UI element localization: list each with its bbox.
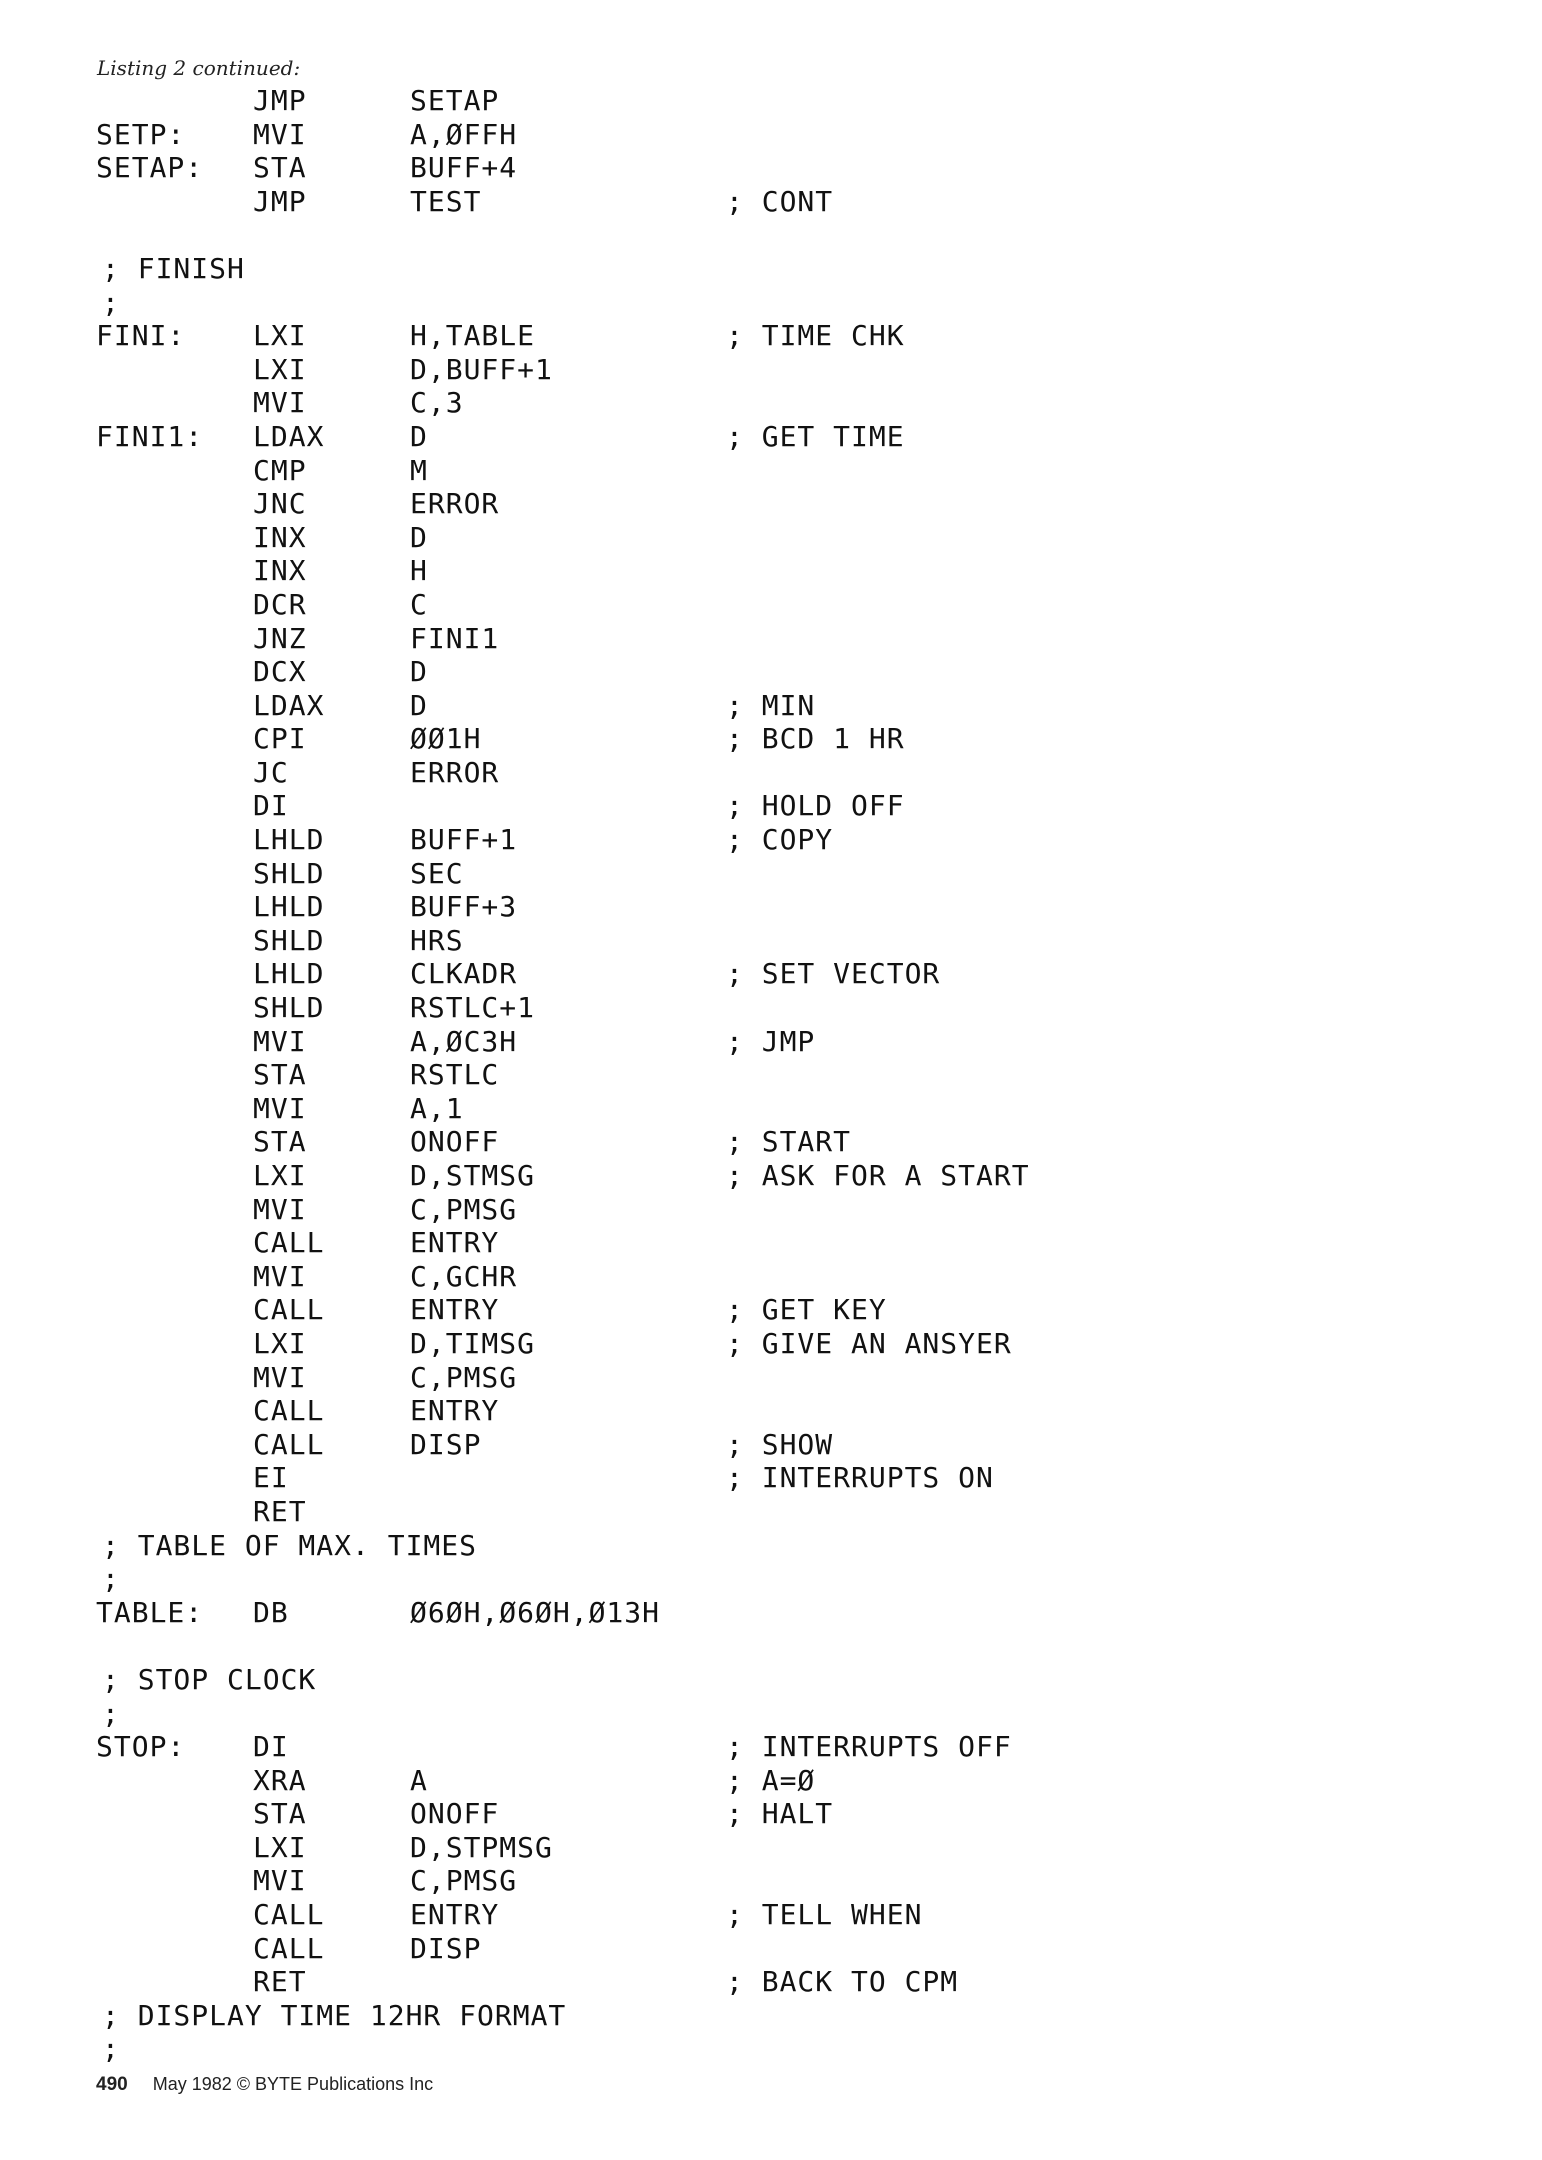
line-opcode: JMP: [253, 84, 307, 117]
line-opcode: DI: [253, 789, 289, 823]
line-comment: ; CONT: [726, 184, 834, 218]
line-operand: D,BUFF+1: [410, 352, 553, 386]
line-opcode: MVI: [253, 117, 307, 151]
footer-credit: May 1982 © BYTE Publications Inc: [152, 2074, 434, 2094]
code-line: [96, 1898, 1276, 1932]
line-opcode: MVI: [253, 1091, 307, 1125]
code-line: [96, 1965, 1276, 1999]
line-opcode: RET: [253, 1965, 307, 1999]
line-label: STOP:: [96, 1730, 186, 1764]
code-line: [96, 151, 1276, 185]
line-opcode: CALL: [253, 1226, 325, 1260]
code-line: [96, 689, 1276, 723]
line-operand: D: [410, 419, 428, 453]
line-comment: ; SET VECTOR: [726, 957, 941, 991]
line-opcode: INX: [253, 554, 307, 588]
line-comment: ; START: [726, 1125, 852, 1159]
line-operand: ERROR: [410, 487, 500, 521]
line-comment: ; MIN: [726, 688, 816, 722]
line-opcode: CPI: [253, 722, 307, 756]
line-operand: CLKADR: [410, 957, 518, 991]
line-comment: ; JMP: [726, 1024, 816, 1058]
code-line: [96, 1932, 1276, 1966]
code-line: [96, 1226, 1276, 1260]
line-opcode: LHLD: [253, 890, 325, 924]
code-line: [96, 1092, 1276, 1126]
line-comment: ; ASK FOR A START: [726, 1159, 1030, 1192]
line-operand: C,PMSG: [410, 1192, 518, 1226]
line-comment: ; INTERRUPTS OFF: [726, 1730, 1012, 1764]
line-opcode: LXI: [253, 319, 307, 353]
line-operand: ENTRY: [410, 1898, 500, 1932]
line-operand: SETAP: [410, 84, 500, 117]
line-operand: ONOFF: [410, 1125, 500, 1159]
code-line: [96, 386, 1276, 420]
line-opcode: MVI: [253, 386, 307, 420]
line-opcode: MVI: [253, 1024, 307, 1058]
code-line: [96, 454, 1276, 488]
code-line: [96, 722, 1276, 756]
line-opcode: LXI: [253, 1326, 307, 1360]
line-operand: C,PMSG: [410, 1360, 518, 1394]
line-operand: D,STMSG: [410, 1159, 536, 1192]
line-opcode: CALL: [253, 1898, 325, 1932]
line-operand: ERROR: [410, 755, 500, 789]
line-opcode: LHLD: [253, 957, 325, 991]
line-opcode: STA: [253, 1125, 307, 1159]
code-line: [96, 890, 1276, 924]
code-line: [96, 252, 1276, 286]
code-line: [96, 1361, 1276, 1395]
line-operand: D: [410, 688, 428, 722]
code-line: [96, 1999, 1276, 2033]
line-comment: ; GET KEY: [726, 1293, 887, 1327]
code-line: [96, 1730, 1276, 1764]
code-line: [96, 1596, 1276, 1630]
page-footer: [96, 2074, 433, 2096]
line-opcode: JC: [253, 755, 289, 789]
line-operand: D: [410, 520, 428, 554]
line-comment: ; GIVE AN ANSYER: [726, 1326, 1012, 1360]
code-line: [96, 1864, 1276, 1898]
line-operand: TEST: [410, 184, 482, 218]
comment-line: ;: [102, 1696, 120, 1730]
code-line: [96, 554, 1276, 588]
line-operand: RSTLC: [410, 1058, 500, 1092]
line-operand: D,TIMSG: [410, 1326, 536, 1360]
listing-caption: Listing 2 continued:: [97, 56, 301, 80]
line-operand: ONOFF: [410, 1797, 500, 1831]
code-line: [96, 185, 1276, 219]
line-comment: ; BACK TO CPM: [726, 1965, 959, 1999]
code-listing: [96, 84, 1276, 2066]
code-line: [96, 218, 1276, 252]
code-line: [96, 84, 1276, 118]
line-operand: BUFF+4: [410, 151, 518, 185]
code-line: [96, 2032, 1276, 2066]
code-line: [96, 521, 1276, 555]
line-opcode: SHLD: [253, 991, 325, 1025]
line-comment: ; INTERRUPTS ON: [726, 1461, 994, 1495]
code-line: [96, 1327, 1276, 1361]
line-opcode: SHLD: [253, 856, 325, 890]
line-label: SETP:: [96, 117, 186, 151]
code-line: [96, 1058, 1276, 1092]
line-opcode: JNZ: [253, 621, 307, 655]
line-operand: C,PMSG: [410, 1864, 518, 1898]
line-operand: A,ØC3H: [410, 1024, 518, 1058]
line-opcode: XRA: [253, 1763, 307, 1797]
comment-line: ;: [102, 2032, 120, 2066]
line-opcode: SHLD: [253, 923, 325, 957]
code-line: [96, 991, 1276, 1025]
line-operand: D,STPMSG: [410, 1830, 553, 1864]
code-line: [96, 823, 1276, 857]
line-operand: ØØ1H: [410, 722, 482, 756]
comment-line: ;: [102, 285, 120, 319]
code-line: [96, 957, 1276, 991]
line-opcode: JMP: [253, 184, 307, 218]
line-comment: ; GET TIME: [726, 419, 905, 453]
line-opcode: LHLD: [253, 823, 325, 857]
line-operand: H,TABLE: [410, 319, 536, 353]
line-opcode: LXI: [253, 352, 307, 386]
line-opcode: CALL: [253, 1293, 325, 1327]
code-line: [96, 319, 1276, 353]
line-operand: BUFF+3: [410, 890, 518, 924]
code-line: [96, 1797, 1276, 1831]
comment-line: ; STOP CLOCK: [102, 1662, 317, 1696]
line-opcode: MVI: [253, 1259, 307, 1293]
line-comment: ; HALT: [726, 1797, 834, 1831]
line-comment: ; SHOW: [726, 1427, 834, 1461]
code-line: [96, 1025, 1276, 1059]
line-opcode: DCX: [253, 655, 307, 689]
code-line: [96, 1529, 1276, 1563]
line-opcode: STA: [253, 1058, 307, 1092]
code-line: [96, 487, 1276, 521]
line-label: FINI1:: [96, 419, 204, 453]
line-comment: ; TELL WHEN: [726, 1898, 923, 1932]
line-opcode: LDAX: [253, 419, 325, 453]
code-line: [96, 1461, 1276, 1495]
comment-line: ; TABLE OF MAX. TIMES: [102, 1528, 478, 1562]
line-operand: DISP: [410, 1427, 482, 1461]
code-line: [96, 1394, 1276, 1428]
line-comment: ; COPY: [726, 823, 834, 857]
line-opcode: DB: [253, 1595, 289, 1629]
line-operand: Ø6ØH,Ø6ØH,Ø13H: [410, 1595, 661, 1629]
line-operand: A,1: [410, 1091, 464, 1125]
line-comment: ; HOLD OFF: [726, 789, 905, 823]
line-operand: A: [410, 1763, 428, 1797]
code-line: [96, 1428, 1276, 1462]
line-comment: ; TIME CHK: [726, 319, 905, 353]
code-line: [96, 1663, 1276, 1697]
code-line: [96, 1562, 1276, 1596]
code-line: [96, 756, 1276, 790]
line-opcode: EI: [253, 1461, 289, 1495]
line-opcode: CALL: [253, 1394, 325, 1428]
comment-line: ; DISPLAY TIME 12HR FORMAT: [102, 1998, 567, 2032]
code-line: [96, 1125, 1276, 1159]
code-line: [96, 1159, 1276, 1193]
line-label: FINI:: [96, 319, 186, 353]
code-line: [96, 924, 1276, 958]
line-operand: RSTLC+1: [410, 991, 536, 1025]
line-operand: FINI1: [410, 621, 500, 655]
line-comment: ; BCD 1 HR: [726, 722, 905, 756]
line-operand: ENTRY: [410, 1394, 500, 1428]
code-line: [96, 286, 1276, 320]
line-operand: HRS: [410, 923, 464, 957]
line-opcode: DCR: [253, 587, 307, 621]
code-line: [96, 1260, 1276, 1294]
line-operand: C,3: [410, 386, 464, 420]
code-line: [96, 588, 1276, 622]
line-operand: C,GCHR: [410, 1259, 518, 1293]
line-opcode: LXI: [253, 1830, 307, 1864]
line-opcode: MVI: [253, 1864, 307, 1898]
code-line: [96, 1831, 1276, 1865]
code-line: [96, 1764, 1276, 1798]
code-line: [96, 1293, 1276, 1327]
line-opcode: LDAX: [253, 688, 325, 722]
code-line: [96, 353, 1276, 387]
line-opcode: CALL: [253, 1931, 325, 1965]
line-operand: ENTRY: [410, 1226, 500, 1260]
code-line: [96, 789, 1276, 823]
line-operand: A,ØFFH: [410, 117, 518, 151]
line-operand: BUFF+1: [410, 823, 518, 857]
code-line: [96, 1697, 1276, 1731]
line-opcode: MVI: [253, 1192, 307, 1226]
code-line: [96, 1495, 1276, 1529]
code-line: [96, 1193, 1276, 1227]
code-line: [96, 1629, 1276, 1663]
code-line: [96, 622, 1276, 656]
line-opcode: STA: [253, 151, 307, 185]
line-opcode: DI: [253, 1730, 289, 1764]
line-operand: DISP: [410, 1931, 482, 1965]
comment-line: ;: [102, 1562, 120, 1596]
line-opcode: INX: [253, 520, 307, 554]
line-operand: D: [410, 655, 428, 689]
line-opcode: MVI: [253, 1360, 307, 1394]
line-opcode: LXI: [253, 1159, 307, 1192]
line-opcode: CMP: [253, 453, 307, 487]
line-operand: C: [410, 587, 428, 621]
line-opcode: JNC: [253, 487, 307, 521]
line-label: SETAP:: [96, 151, 204, 185]
comment-line: ; FINISH: [102, 251, 245, 285]
line-operand: SEC: [410, 856, 464, 890]
line-opcode: CALL: [253, 1427, 325, 1461]
code-line: [96, 655, 1276, 689]
line-comment: ; A=Ø: [726, 1763, 816, 1797]
code-line: [96, 118, 1276, 152]
line-operand: H: [410, 554, 428, 588]
page-number: 490: [96, 2074, 128, 2095]
line-opcode: RET: [253, 1494, 307, 1528]
code-line: [96, 857, 1276, 891]
line-opcode: STA: [253, 1797, 307, 1831]
code-line: [96, 420, 1276, 454]
line-operand: ENTRY: [410, 1293, 500, 1327]
line-label: TABLE:: [96, 1595, 204, 1629]
line-operand: M: [410, 453, 428, 487]
